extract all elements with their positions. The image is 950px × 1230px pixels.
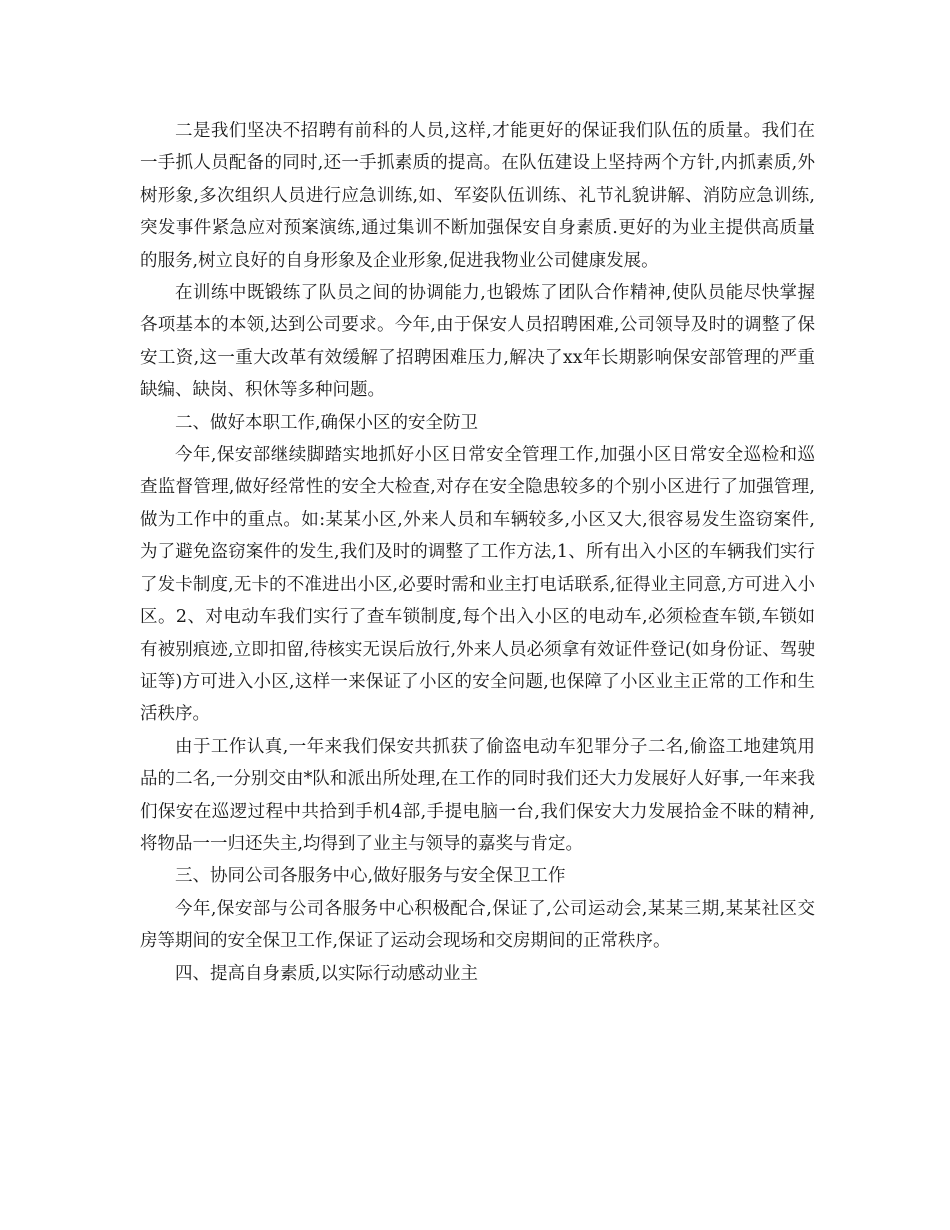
paragraph-training-salary: 在训练中既锻练了队员之间的协调能力,也锻炼了团队合作精神,使队员能尽快掌握各项基本的本领,达到公司要求。今年,由于保安人员招聘困难,公司领导及时的调整了保安工资,这一重大改革有效缓解了招聘困难压力,解决了xx年长期影响保安部管理的严重缺编、缺岗、积休等多种问题。: [140, 283, 815, 401]
section-heading-self-improvement: 四、提高自身素质,以实际行动感动业主: [175, 963, 479, 984]
section-heading-cooperation: 三、协同公司各服务中心,做好服务与安全保卫工作: [175, 866, 566, 887]
paragraph-achievements: 由于工作认真,一年来我们保安共抓获了偷盗电动车犯罪分子二名,偷盗工地建筑用品的二名,一分别交由*队和派出所处理,在工作的同时我们还大力发展好人好事,一年来我们保安在巡逻过程中共拾到手机4部,手提电脑一台,我们保安大力发展拾金不昧的精神,将物品一一归还失主,均得到了业主与领导的嘉奖与肯定。: [140, 736, 815, 854]
document-body: [140, 115, 815, 990]
paragraph-community-security: 今年,保安部继续脚踏实地抓好小区日常安全管理工作,加强小区日常安全巡检和巡查监督管理,做好经常性的安全大检查,对存在安全隐患较多的个别小区进行了加强管理,做为工作中的重点。如:某某小区,外来人员和车辆较多,小区又大,很容易发生盗窃案件,为了避免盗窃案件的发生,我们及时的调整了工作方法,1、所有出入小区的车辆我们实行了发卡制度,无卡的不准进出小区,必要时需和业主打电话联系,征得业主同意,方可进入小区。2、对电动车我们实行了查车锁制度,每个出入小区的电动车,必须检查车锁,车锁如有被别痕迹,立即扣留,待核实无误后放行,外来人员必须拿有效证件登记(如身份证、驾驶证等)方可进入小区,这样一来保证了小区的安全问题,也保障了小区业主正常的工作和生活秩序。: [140, 445, 815, 725]
section-heading-duties: 二、做好本职工作,确保小区的安全防卫: [175, 412, 479, 433]
paragraph-recruitment-quality: 二是我们坚决不招聘有前科的人员,这样,才能更好的保证我们队伍的质量。我们在一手抓人员配备的同时,还一手抓素质的提高。在队伍建设上坚持两个方针,内抓素质,外树形象,多次组织人员进行应急训练,如、军姿队伍训练、礼节礼貌讲解、消防应急训练,突发事件紧急应对预案演练,通过集训不断加强保安自身素质.更好的为业主提供高质量的服务,树立良好的自身形象及企业形象,促进我物业公司健康发展。: [140, 121, 815, 271]
paragraph-cooperation: 今年,保安部与公司各服务中心积极配合,保证了,公司运动会,某某三期,某某社区交房等期间的安全保卫工作,保证了运动会现场和交房期间的正常秩序。: [140, 898, 815, 952]
